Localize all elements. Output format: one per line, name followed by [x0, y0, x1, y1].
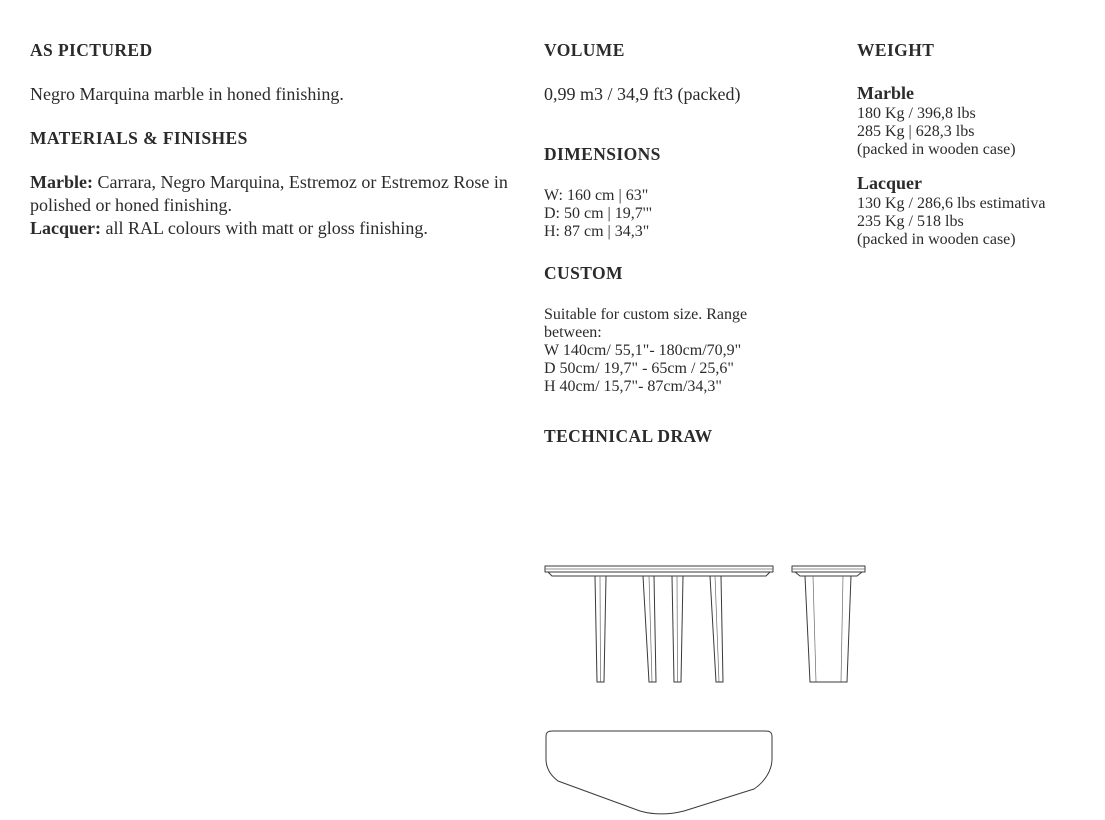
top-plan-drawing [544, 729, 774, 819]
custom-list [544, 306, 834, 396]
weight-heading: WEIGHT [857, 40, 935, 60]
volume-heading: VOLUME [544, 40, 625, 60]
volume-value: 0,99 m3 / 34,9 ft3 (packed) [544, 84, 741, 104]
weight-lacquer-subhead: Lacquer [857, 173, 922, 193]
custom-height-range: H 40cm/ 15,7"- 87cm/34,3" [544, 378, 722, 396]
column-dimensions [544, 40, 834, 447]
marble-line [30, 171, 510, 217]
front-elevation-drawing [544, 564, 774, 694]
custom-width-range: W 140cm/ 55,1"- 180cm/70,9" [544, 342, 742, 360]
custom-heading: CUSTOM [544, 263, 623, 284]
column-weight [857, 40, 1102, 249]
technical-drawings [544, 555, 884, 815]
dimensions-list [544, 187, 834, 241]
dimension-depth: D: 50 cm | 19,7'" [544, 205, 653, 223]
dimension-width: W: 160 cm | 63" [544, 187, 649, 205]
weight-marble-line-1: 180 Kg / 396,8 lbs [857, 105, 976, 122]
lacquer-text: all RAL colours with matt or gloss finishing. [101, 218, 428, 239]
side-elevation-drawing [791, 564, 867, 694]
technical-draw-heading: TECHNICAL DRAW [544, 426, 713, 447]
custom-depth-range: D 50cm/ 19,7" - 65cm / 25,6" [544, 360, 734, 378]
weight-marble-line-3: (packed in wooden case) [857, 141, 1016, 158]
weight-lacquer-line-1: 130 Kg / 286,6 lbs estimativa [857, 195, 1046, 212]
marble-text: Carrara, Negro Marquina, Estremoz or Estremoz Rose in polished or honed finishing. [30, 172, 508, 216]
weight-marble-list [857, 105, 1102, 159]
weight-marble-line-2: 285 Kg | 628,3 lbs [857, 123, 975, 140]
lacquer-label: Lacquer: [30, 218, 101, 239]
custom-intro-line-1: Suitable for custom size. Range [544, 306, 748, 324]
marble-label: Marble: [30, 172, 93, 193]
materials-heading: MATERIALS & FINISHES [30, 128, 248, 149]
weight-lacquer-line-3: (packed in wooden case) [857, 231, 1016, 248]
weight-lacquer-list [857, 195, 1102, 249]
dimensions-heading: DIMENSIONS [544, 144, 661, 165]
as-pictured-text: Negro Marquina marble in honed finishing. [30, 84, 344, 104]
lacquer-line [30, 217, 510, 240]
weight-lacquer-line-2: 235 Kg / 518 lbs [857, 213, 964, 230]
weight-marble-subhead: Marble [857, 83, 914, 103]
dimension-height: H: 87 cm | 34,3" [544, 223, 650, 241]
as-pictured-heading: AS PICTURED [30, 40, 153, 60]
column-materials [30, 40, 510, 240]
custom-intro-line-2: between: [544, 324, 602, 342]
